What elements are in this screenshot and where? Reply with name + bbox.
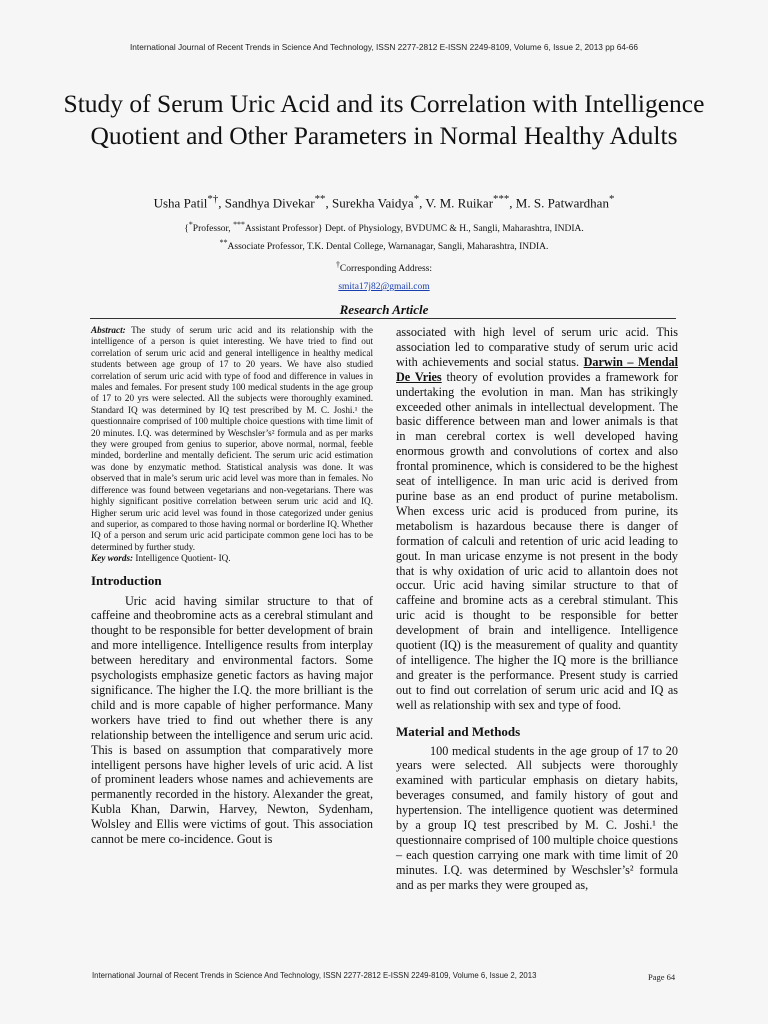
right-column [396,325,678,893]
affiliation-primary: {*Professor, ***Assistant Professor} Dept. of Physiology, BVDUMC & H., Sangli, Maharashtra, INDIA. [184,220,584,235]
methods-heading: Material and Methods [396,723,521,739]
author-mark: *** [493,193,510,205]
methods-text: 100 medical students in the age group of 17 to 20 years were selected. All subjects were thoroughly examined with particular emphasis on dietary habits, beverages consumed, and family history of gout and hypertension. The intelligence quotient was determined by a group IQ test prescribed by M. C. Joshi.¹ the questionnaire comprised of 100 multiple choice questions – each question carrying one mark with time limit of 20 minutes. I.Q. was determined by Weschsler’s² formula and as per marks they were grouped as, [396,743,678,892]
author-mark: * [608,193,615,205]
introduction-text: Uric acid having similar structure to that of caffeine and theobromine acts as a cerebral stimulant and thought to be responsible for better development of brain and more intelligence. Intelligence results from interplay between hereditary and environmental factors. Some psychologists emphasize genetic factors as having major significance. The higher the I.Q. the more brilliant is the child and is more capable of higher performance. Many workers have tried to find out whether there is any relationship between the intelligence and serum uric acid. This is based on assumption that comparatively more intelligent persons have higher levels of uric acid. A list of prominent leaders whose names and achievements are permanently recorded in the history. Alexander the great, Kubla Khan, Darwin, Harvey, Newton, Sydenham, Wolsley and Ellis were victims of gout. This association cannot be mere co-incidence. Gout is [91,593,373,847]
corresponding-address: †Corresponding Address: [335,260,433,275]
email-link[interactable]: smita17j82@gmail.com [338,282,430,292]
author-list [40,191,728,211]
footer-journal: International Journal of Recent Trends in Science And Technology, ISSN 2277-2812 E-ISSN 2249-8109, Volume 6, Issue 2, 2013 [92,971,537,980]
running-head: International Journal of Recent Trends in Science And Technology, ISSN 2277-2812 E-ISSN 2249-8109, Volume 6, Issue 2, 2013 pp 64-66 [130,42,638,52]
author-name: , V. M. Ruikar [419,195,494,211]
introduction-heading: Introduction [91,572,162,588]
author-mark: ** [314,193,326,205]
article-type-label: Research Article [339,302,429,317]
header-divider [90,318,676,319]
keywords-label: Key words: [91,553,134,564]
page-number: Page 64 [648,972,676,982]
darwin-reference: Darwin – Mendal De Vries [396,354,679,384]
abstract-text: The study of serum uric acid and its relationship with the intelligence of a person is quiet interesting. We have tried to find out correlation of serum uric acid and general intelligence in healthy medical students between age group of 17 to 20 years. We have also studied correlation of serum uric acid with type of food and difference in values in males and females. For present study 100 medical students in the age group of 17 to 20 yrs were selected. All the subjects were thoroughly examined. Standard IQ was determined by IQ test prescribed by M. C. Joshi.¹ the questionnaire comprised of 100 multiple choice questions with time limit of 20 minutes. I.Q. was determined by Weschsler’s² formula and as per marks they were grouped from genius to superior, above normal, normal, feeble minded, borderline and mentally deficient. The serum uric acid estimation was done by enzymatic method. Statistical analysis was done. It was observed that in male’s serum uric acid level was more than in females. No difference was found between vegetarians and non-vegetarians. There was highly significant positive correlation between serum uric acid and IQ. Higher serum uric acid level was found in those categorized under genius and superior, as compared to those having normal or borderline IQ. Whether IQ of a person and serum uric acid participate common gene loci has to be determined by further study. [91,325,373,552]
author-name: , M. S. Patwardhan [509,195,609,211]
left-column [91,325,373,847]
keywords-text: Intelligence Quotient- IQ. [133,553,231,564]
author-mark: * [413,193,420,205]
keywords [91,553,373,564]
paper-title: Study of Serum Uric Acid and its Correlation with Intelligence Quotient and Other Parameters in Normal Healthy Adults [63,89,705,150]
affiliation-secondary: **Associate Professor, T.K. Dental College, Warnanagar, Sangli, Maharashtra, INDIA. [219,238,549,253]
abstract [91,325,373,553]
abstract-label: Abstract: [91,325,126,335]
author-mark: *† [207,193,219,205]
author-name: , Surekha Vaidya [325,195,414,211]
author-name: , Sandhya Divekar [218,195,315,211]
author-name: Usha Patil [153,195,208,211]
intro-continued-text: associated with high level of serum uric acid. This association led to comparative study of serum uric acid with achievements and social status. Darwin – Mendal De Vries theory of evolution provides a framework for undertaking the evolution in man. Man has strikingly exceeded other animals in intellectual development. The basic difference between man and lower animals is that in man cerebral cortex is well developed having enormous growth and convolutions of cortex and also frontal prominence, which is considered to be the highest seat of intelligence. In man uric acid is derived from purine base as an end product of purine metabolism. When excess uric acid is produced from purine, its metabolism is hazardous because there is danger of formation of calculi and retention of uric acid leading to gout. In man uricase enzyme is not present in the body that is why oxidation of uric acid to allantoin does not occur. Uric acid having similar structure to that of caffeine and bromine acts as a cerebral stimulant. This uric acid is thought to be responsible for better development of brain and intelligence. Intelligence quotient (IQ) is the measurement of quality and quantity of intelligence. The higher the IQ more is the brilliance and greater is the performance. Present study is carried out to find out correlation of serum uric acid and IQ as well as relationship with sex and type of food. [396,325,679,712]
